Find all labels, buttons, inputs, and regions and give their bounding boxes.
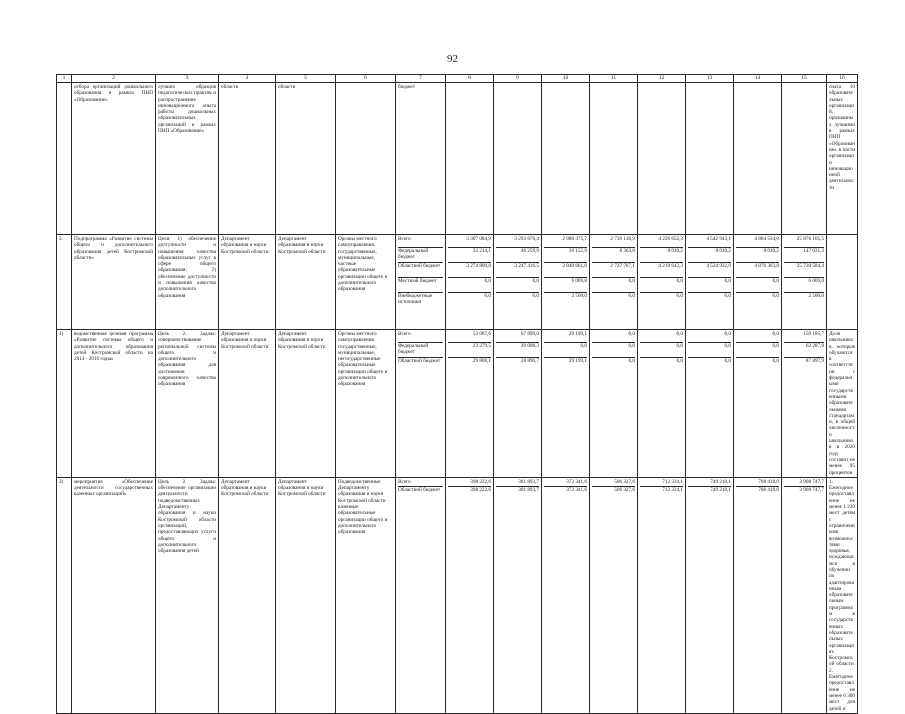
value: 0,0	[628, 293, 635, 299]
value: 46 259,9	[496, 248, 539, 263]
value: 372 341,6	[566, 486, 587, 493]
value: 381 893,7	[496, 479, 539, 487]
value: 749 210,1	[710, 486, 731, 493]
value: 4 884 534,0	[736, 236, 779, 248]
value-cell	[638, 477, 686, 713]
row-goal: лучших образцов педагогических практик и распространение инновационного опыта работы дошкольных образовательных организаций в рамках ПНП «Образование»	[156, 83, 219, 235]
value-cell	[542, 235, 590, 330]
column-number-row	[57, 75, 858, 83]
row-developer: области	[219, 83, 276, 235]
value-cell	[542, 83, 590, 235]
column-number: 6	[336, 75, 396, 83]
column-number: 13	[686, 75, 734, 83]
value-cell	[686, 330, 734, 478]
source-label: Федеральный бюджет	[398, 343, 443, 358]
value: 29 199,1	[544, 331, 587, 343]
value-cell	[590, 83, 638, 235]
value: 4 226 652,3	[640, 236, 683, 248]
row-customer: области	[276, 83, 336, 235]
value: 0,0	[736, 343, 779, 358]
value: 39 008,3	[496, 343, 539, 358]
value-cell	[686, 477, 734, 713]
value: 0,0	[676, 293, 683, 299]
value: 3 274 800,8	[448, 263, 491, 278]
value: 0,0	[628, 358, 635, 364]
row-customer: Департамент образования и науки Костромской области	[276, 235, 336, 330]
value-cell	[542, 477, 590, 713]
value-cell	[590, 330, 638, 478]
source-label: Областной бюджет	[398, 358, 441, 364]
value: 8 010,2	[640, 248, 683, 263]
row-customer: Департамент образования и науки Костромской области	[276, 330, 336, 478]
row-name: отбора организаций дошкольного образования в рамках ПНП «Образование»	[72, 83, 156, 235]
row-customer: Департамент образования и науки Костромской области	[276, 477, 336, 713]
column-number: 1	[57, 75, 72, 83]
value: 150 185,7	[784, 331, 824, 343]
value-cell	[782, 330, 827, 478]
table-row	[57, 330, 858, 478]
source-label: Всего	[398, 236, 443, 248]
value: 0,0	[640, 278, 683, 293]
value-cell	[494, 477, 542, 713]
value: 398 222,6	[470, 486, 491, 493]
value-cell	[494, 83, 542, 235]
table-row	[57, 83, 858, 235]
column-number: 15	[782, 75, 827, 83]
value-cell	[590, 477, 638, 713]
row-executor: Подведомственные Департаменту образования и науки Костромской области казенные образовательные организации общего и дополнительного образования	[336, 477, 396, 713]
value: 147 031,3	[784, 248, 824, 263]
column-number: 2	[72, 75, 156, 83]
value: 749 210,1	[688, 479, 731, 487]
column-number: 7	[396, 75, 446, 83]
value: 0,0	[484, 293, 491, 299]
value: 2 500,0	[571, 293, 587, 299]
value: 0,0	[640, 343, 683, 358]
value-cell	[542, 330, 590, 478]
value: 398 222,6	[448, 479, 491, 487]
source-label: Внебюджетные источники	[398, 293, 433, 306]
value: 0,0	[772, 358, 779, 364]
value: 4 542 943,1	[688, 236, 731, 248]
column-number: 3	[156, 75, 219, 83]
value-cell	[446, 235, 494, 330]
value: 4 876 363,8	[736, 263, 779, 278]
source-label: Всего	[398, 331, 443, 343]
value: 3 908 747,7	[784, 479, 824, 487]
value: 8 010,2	[688, 248, 731, 263]
value-cell	[590, 235, 638, 330]
row-executor: Органы местного самоуправления, государственные, муниципальные, негосударственные образовательные организации общего и дополнительного образования	[336, 330, 396, 478]
value-cell	[446, 330, 494, 478]
value-cell	[494, 330, 542, 478]
value-cell	[494, 235, 542, 330]
value: 2 880 375,7	[544, 236, 587, 248]
value: 28 890,7	[520, 358, 539, 364]
value: 0,0	[640, 331, 683, 343]
value: 0,0	[772, 293, 779, 299]
value: 25 720 584,4	[784, 263, 824, 278]
row-sources	[396, 330, 446, 478]
row-number: 2)	[57, 477, 72, 713]
value-cell	[446, 477, 494, 713]
column-number: 14	[734, 75, 782, 83]
row-number	[57, 83, 72, 235]
value: 6 069,8	[544, 278, 587, 293]
value-cell	[782, 83, 827, 235]
value: 0,0	[592, 278, 635, 293]
value-cell	[638, 83, 686, 235]
column-number: 16	[827, 75, 858, 83]
page-number: 92	[447, 53, 458, 65]
row-name: ведомственная целевая программа «Развитие системы общего и дополнительного образования детей Костромской области на 2014 - 2016 годы»	[72, 330, 156, 478]
value: 4 534 932,9	[688, 263, 731, 278]
value: 0,0	[496, 278, 539, 293]
row-goal: Цель 2. Задача: совершенствование региональной системы общего и дополнительного образования для достижения современного качества образования	[156, 330, 219, 478]
value: 712 334,1	[662, 486, 683, 493]
value: 506 327,6	[592, 479, 635, 487]
value: 788 418,0	[736, 479, 779, 487]
value-cell	[686, 83, 734, 235]
value-cell	[638, 330, 686, 478]
value: 0,0	[592, 343, 635, 358]
row-number: 2.	[57, 235, 72, 330]
row-executor: Органы местного самоуправления, государственные, муниципальные, частные образовательные организации общего и дополнительного образования	[336, 235, 396, 330]
value-cell	[734, 83, 782, 235]
source-label: Федеральный бюджет	[398, 248, 443, 263]
column-number: 10	[542, 75, 590, 83]
value: 0,0	[688, 331, 731, 343]
value-cell	[446, 83, 494, 235]
row-developer: Департамент образования и науки Костромской области	[219, 235, 276, 330]
value: 0,0	[736, 278, 779, 293]
value-cell	[782, 235, 827, 330]
row-developer: Департамент образования и науки Костромской области	[219, 330, 276, 478]
row-name: мероприятие «Обеспечение деятельности государственных казенных организаций»	[72, 477, 156, 713]
value: 2 840 661,0	[544, 263, 587, 278]
value: 4 218 642,3	[640, 263, 683, 278]
value: 0,0	[688, 278, 731, 293]
row-sources	[396, 477, 446, 713]
value: 372 341,6	[544, 479, 587, 487]
value-cell	[734, 235, 782, 330]
value: 25 876 165,5	[784, 236, 824, 248]
value: 0,0	[676, 358, 683, 364]
value: 53 087,6	[448, 331, 491, 343]
column-number: 5	[276, 75, 336, 83]
row-result	[827, 235, 858, 330]
row-number: 1)	[57, 330, 72, 478]
value: 36 152,9	[544, 248, 587, 263]
value: 0,0	[724, 293, 731, 299]
value: 3 307 084,9	[448, 236, 491, 248]
value: 0,0	[532, 293, 539, 299]
value: 23 279,5	[448, 343, 491, 358]
column-number: 8	[446, 75, 494, 83]
value: 381 893,7	[518, 486, 539, 493]
program-funding-table	[56, 74, 858, 714]
value: 87 897,9	[805, 358, 824, 364]
value: 29 808,1	[472, 358, 491, 364]
column-number: 4	[219, 75, 276, 83]
value: 2 727 767,1	[592, 263, 635, 278]
row-result: сната 10 образовательных организаций, признанных лучшими в рамках ПНП «Образование» в части организации инновационной деятельности	[827, 83, 858, 235]
value: 6 069,8	[784, 278, 824, 293]
value: 0,0	[592, 331, 635, 343]
column-number: 12	[638, 75, 686, 83]
row-executor	[336, 83, 396, 235]
source-label: Областной бюджет	[398, 263, 443, 278]
source-label: Местный бюджет	[398, 278, 443, 293]
value-cell	[734, 330, 782, 478]
value: 0,0	[544, 343, 587, 358]
value-cell	[734, 477, 782, 713]
value: 712 334,1	[640, 479, 683, 487]
row-developer: Департамент образования и науки Костромской области	[219, 477, 276, 713]
value: 0,0	[448, 278, 491, 293]
source-label: Областной бюджет	[398, 486, 441, 493]
row-source: бюджет	[396, 83, 446, 235]
table-row	[57, 477, 858, 713]
column-number: 9	[494, 75, 542, 83]
value: 32 214,1	[448, 248, 491, 263]
value-cell	[638, 235, 686, 330]
row-result: 1. Ежегодное предоставление не менее 1 230 мест детям с ограниченными возможностями здоровья, нуждающимся в обучении по адаптированным образовательным программам в государственных образовательных организациях Костромской области. 2. Ежегодное предоставление не менее 6 300 мест для детей и	[827, 477, 858, 713]
value: 0,0	[688, 343, 731, 358]
value: 506 327,6	[614, 486, 635, 493]
value: 8 363,8	[592, 248, 635, 263]
row-goal: Цель 2. Задача: обеспечение организации деятельности подведомственных Департаменту образования и науки Костромской области организаций, предоставляющих услуги общего и дополнительного образования детей	[156, 477, 219, 713]
value: 3 293 676,4	[496, 236, 539, 248]
row-sources	[396, 235, 446, 330]
row-goal: Цели: 1) обеспечение доступности и повышения качества образовательных услуг в сфере общего образования; 2) обеспечение доступности и повышения качества дополнительного образования	[156, 235, 219, 330]
value: 2 500,0	[808, 293, 824, 299]
value: 67 899,0	[496, 331, 539, 343]
value: 62 287,8	[784, 343, 824, 358]
value: 0,0	[724, 358, 731, 364]
value: 0,0	[736, 331, 779, 343]
source-label: Всего	[398, 479, 443, 487]
value: 3 247 416,5	[496, 263, 539, 278]
table-row	[57, 235, 858, 330]
value: 788 418,0	[758, 486, 779, 493]
value-cell	[782, 477, 827, 713]
value: 29 199,1	[568, 358, 587, 364]
value-cell	[686, 235, 734, 330]
row-result: Доля школьников, которые обучаются в соответствии с федеральными государственными образовательными стандартами, в общей численности школьников в 2020 году составит не менее 95 процентов	[827, 330, 858, 478]
value: 8 010,2	[736, 248, 779, 263]
value: 2 736 130,9	[592, 236, 635, 248]
column-number: 11	[590, 75, 638, 83]
value: 3 908 747,7	[799, 486, 824, 493]
row-name: Подпрограмма «Развитие системы общего и дополнительного образования детей Костромской области»	[72, 235, 156, 330]
